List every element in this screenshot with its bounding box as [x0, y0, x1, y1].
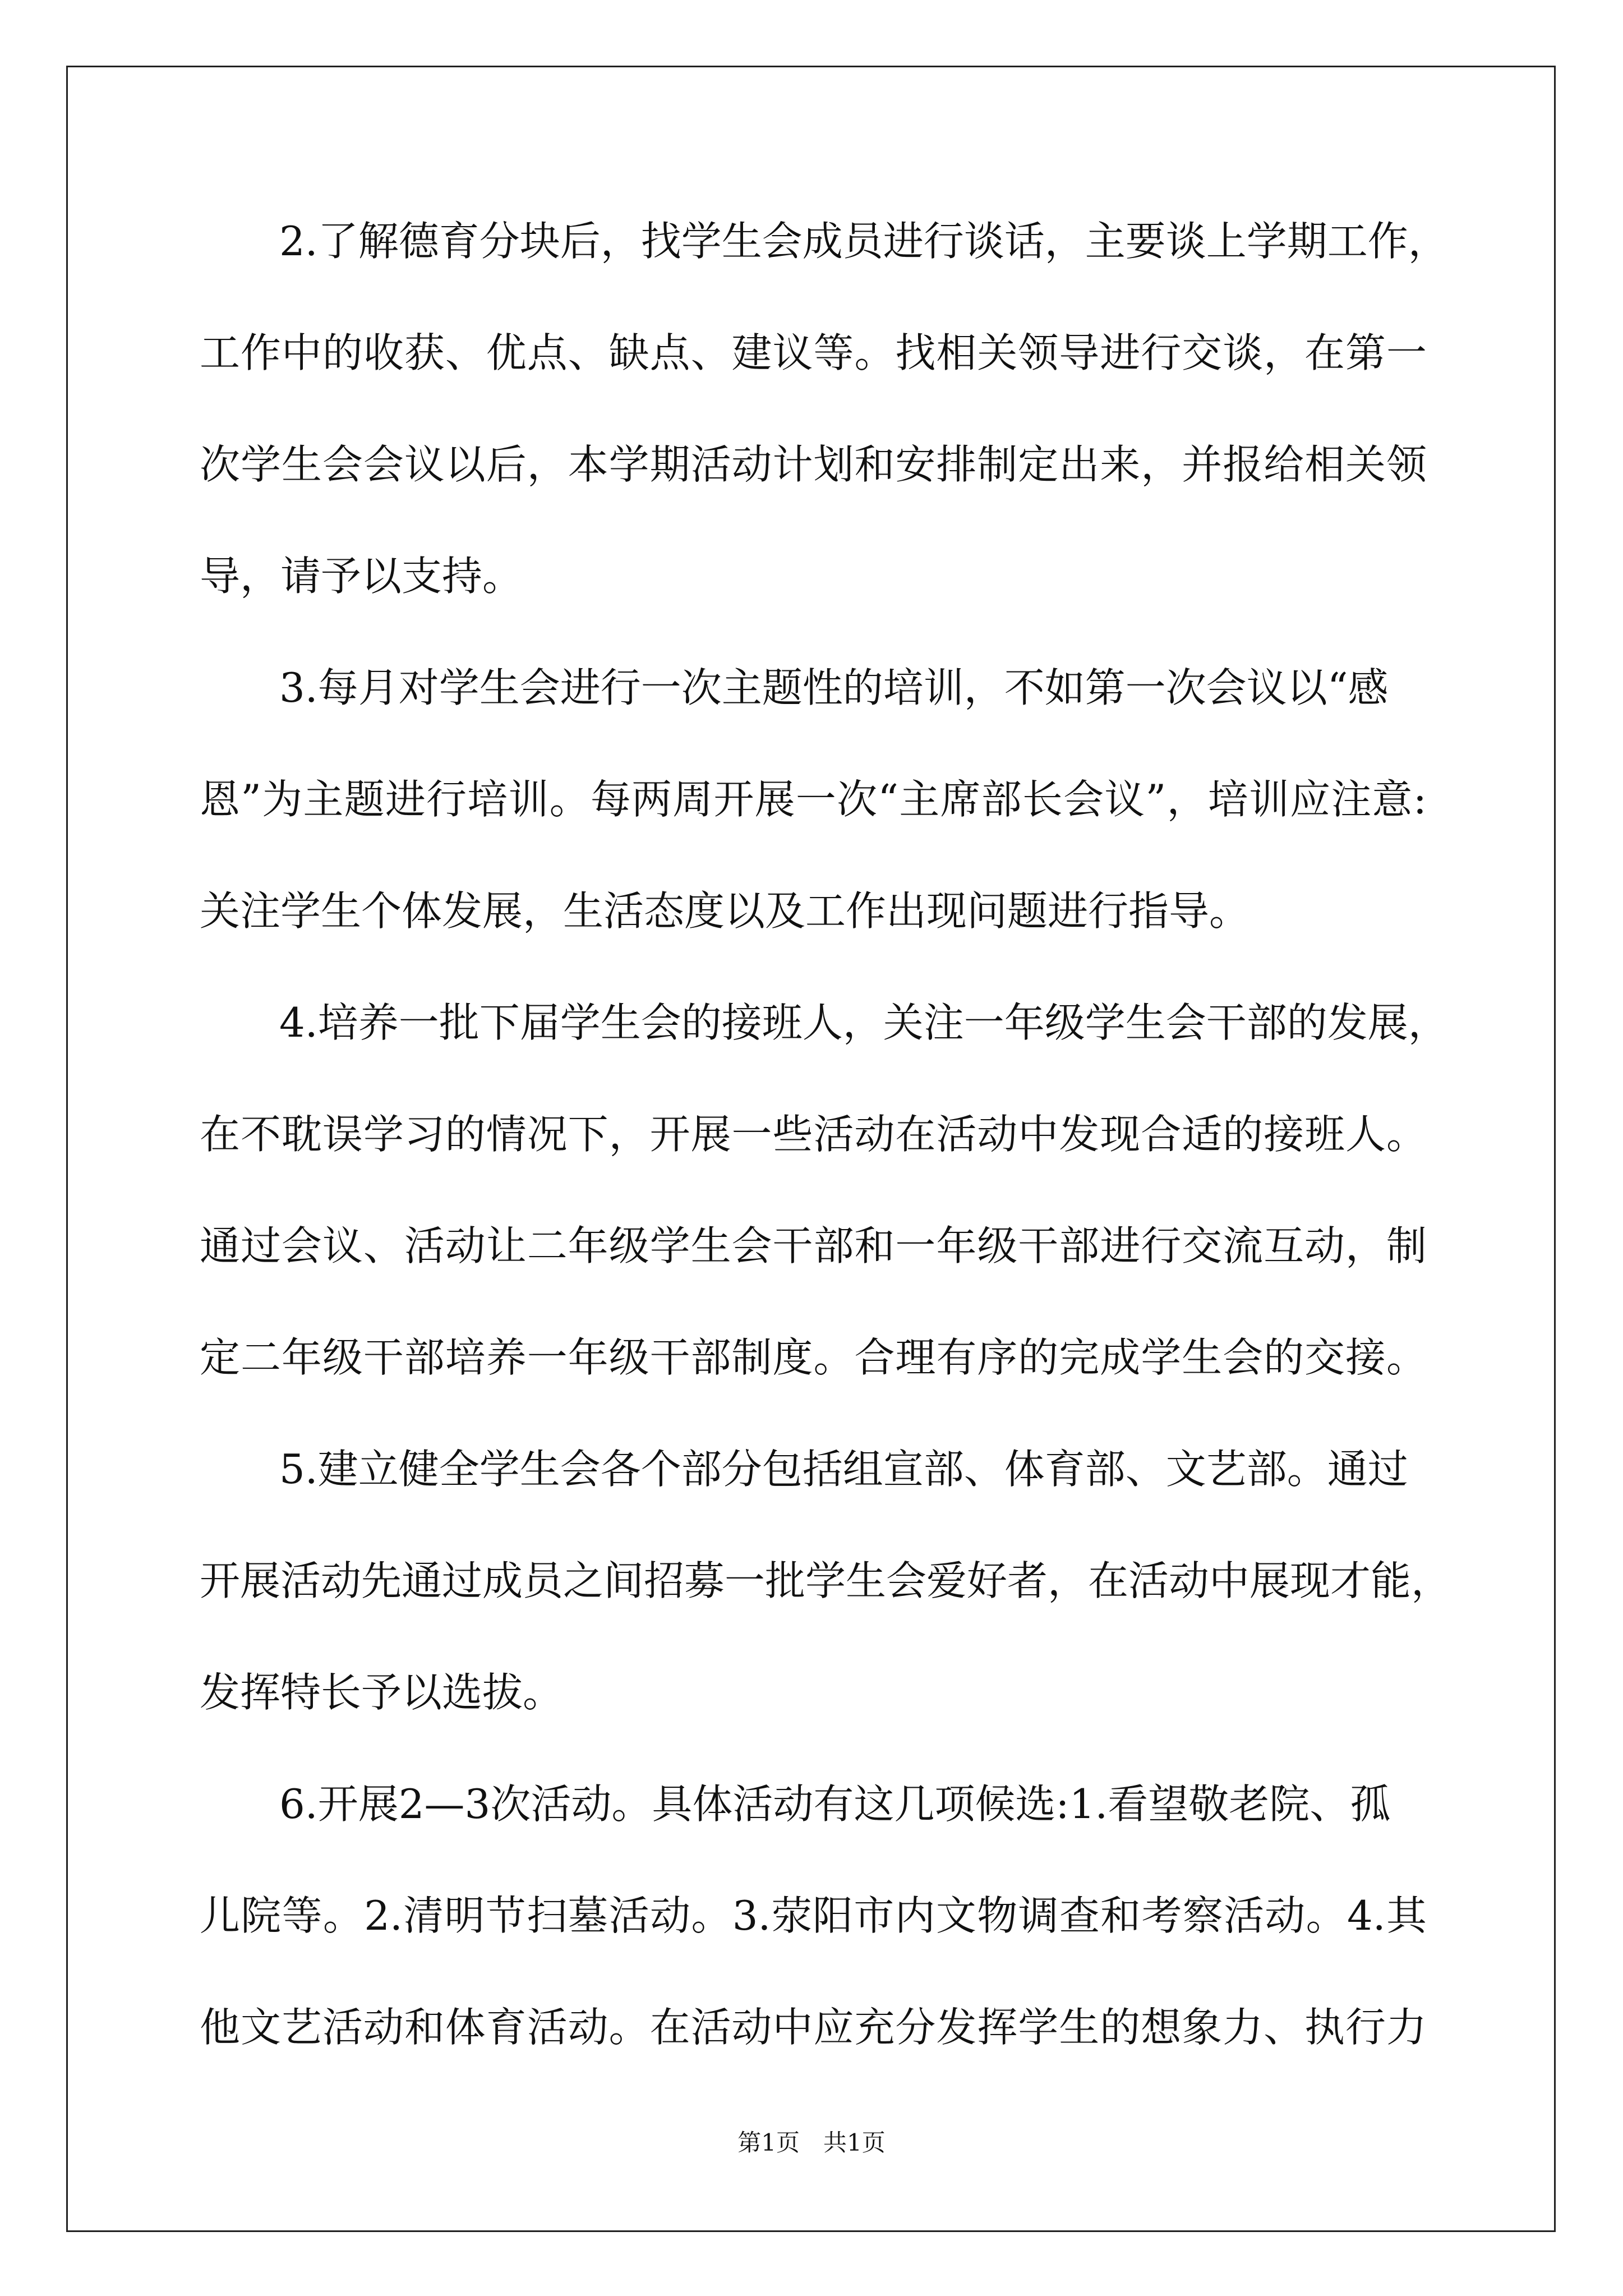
paragraph-2-line-3: 次学生会会议以后，本学期活动计划和安排制定出来，并报给相关领 — [200, 441, 1427, 488]
paragraph-4-line-3: 通过会议、活动让二年级学生会干部和一年级干部进行交流互动，制 — [200, 1222, 1427, 1269]
paragraph-3-line-3: 关注学生个体发展，生活态度以及工作出现问题进行指导。 — [200, 887, 1250, 935]
paragraph-5-line-3: 发挥特长予以选拔。 — [200, 1669, 564, 1716]
paragraph-2-line-4: 导，请予以支持。 — [200, 553, 523, 600]
paragraph-2-line-1: 2.了解德育分块后，找学生会成员进行谈话，主要谈上学期工作， — [279, 218, 1449, 265]
paragraph-6-line-1: 6.开展2—3次活动。具体活动有这几项候选:1.看望敬老院、孤 — [279, 1780, 1391, 1828]
paragraph-5-line-1: 5.建立健全学生会各个部分包括组宣部、体育部、文艺部。通过 — [279, 1446, 1408, 1493]
paragraph-6-line-2: 儿院等。2.清明节扫墓活动。3.荥阳市内文物调查和考察活动。4.其 — [200, 1892, 1427, 1939]
paragraph-6-line-3: 他文艺活动和体育活动。在活动中应充分发挥学生的想象力、执行力 — [200, 2004, 1427, 2051]
paragraph-4-line-4: 定二年级干部培养一年级干部制度。合理有序的完成学生会的交接。 — [200, 1334, 1427, 1381]
page-number: 第1页 共1页 — [737, 2129, 886, 2156]
paragraph-3-line-2: 恩”为主题进行培训。每两周开展一次“主席部长会议”，培训应注意: — [200, 776, 1427, 823]
paragraph-5-line-2: 开展活动先通过成员之间招募一批学生会爱好者，在活动中展现才能， — [200, 1557, 1452, 1604]
paragraph-2-line-2: 工作中的收获、优点、缺点、建议等。找相关领导进行交谈，在第一 — [200, 329, 1427, 376]
paragraph-3-line-1: 3.每月对学生会进行一次主题性的培训，不如第一次会议以“感 — [279, 664, 1389, 711]
paragraph-4-line-1: 4.培养一批下届学生会的接班人，关注一年级学生会干部的发展， — [279, 999, 1449, 1046]
paragraph-4-line-2: 在不耽误学习的情况下，开展一些活动在活动中发现合适的接班人。 — [200, 1111, 1427, 1158]
